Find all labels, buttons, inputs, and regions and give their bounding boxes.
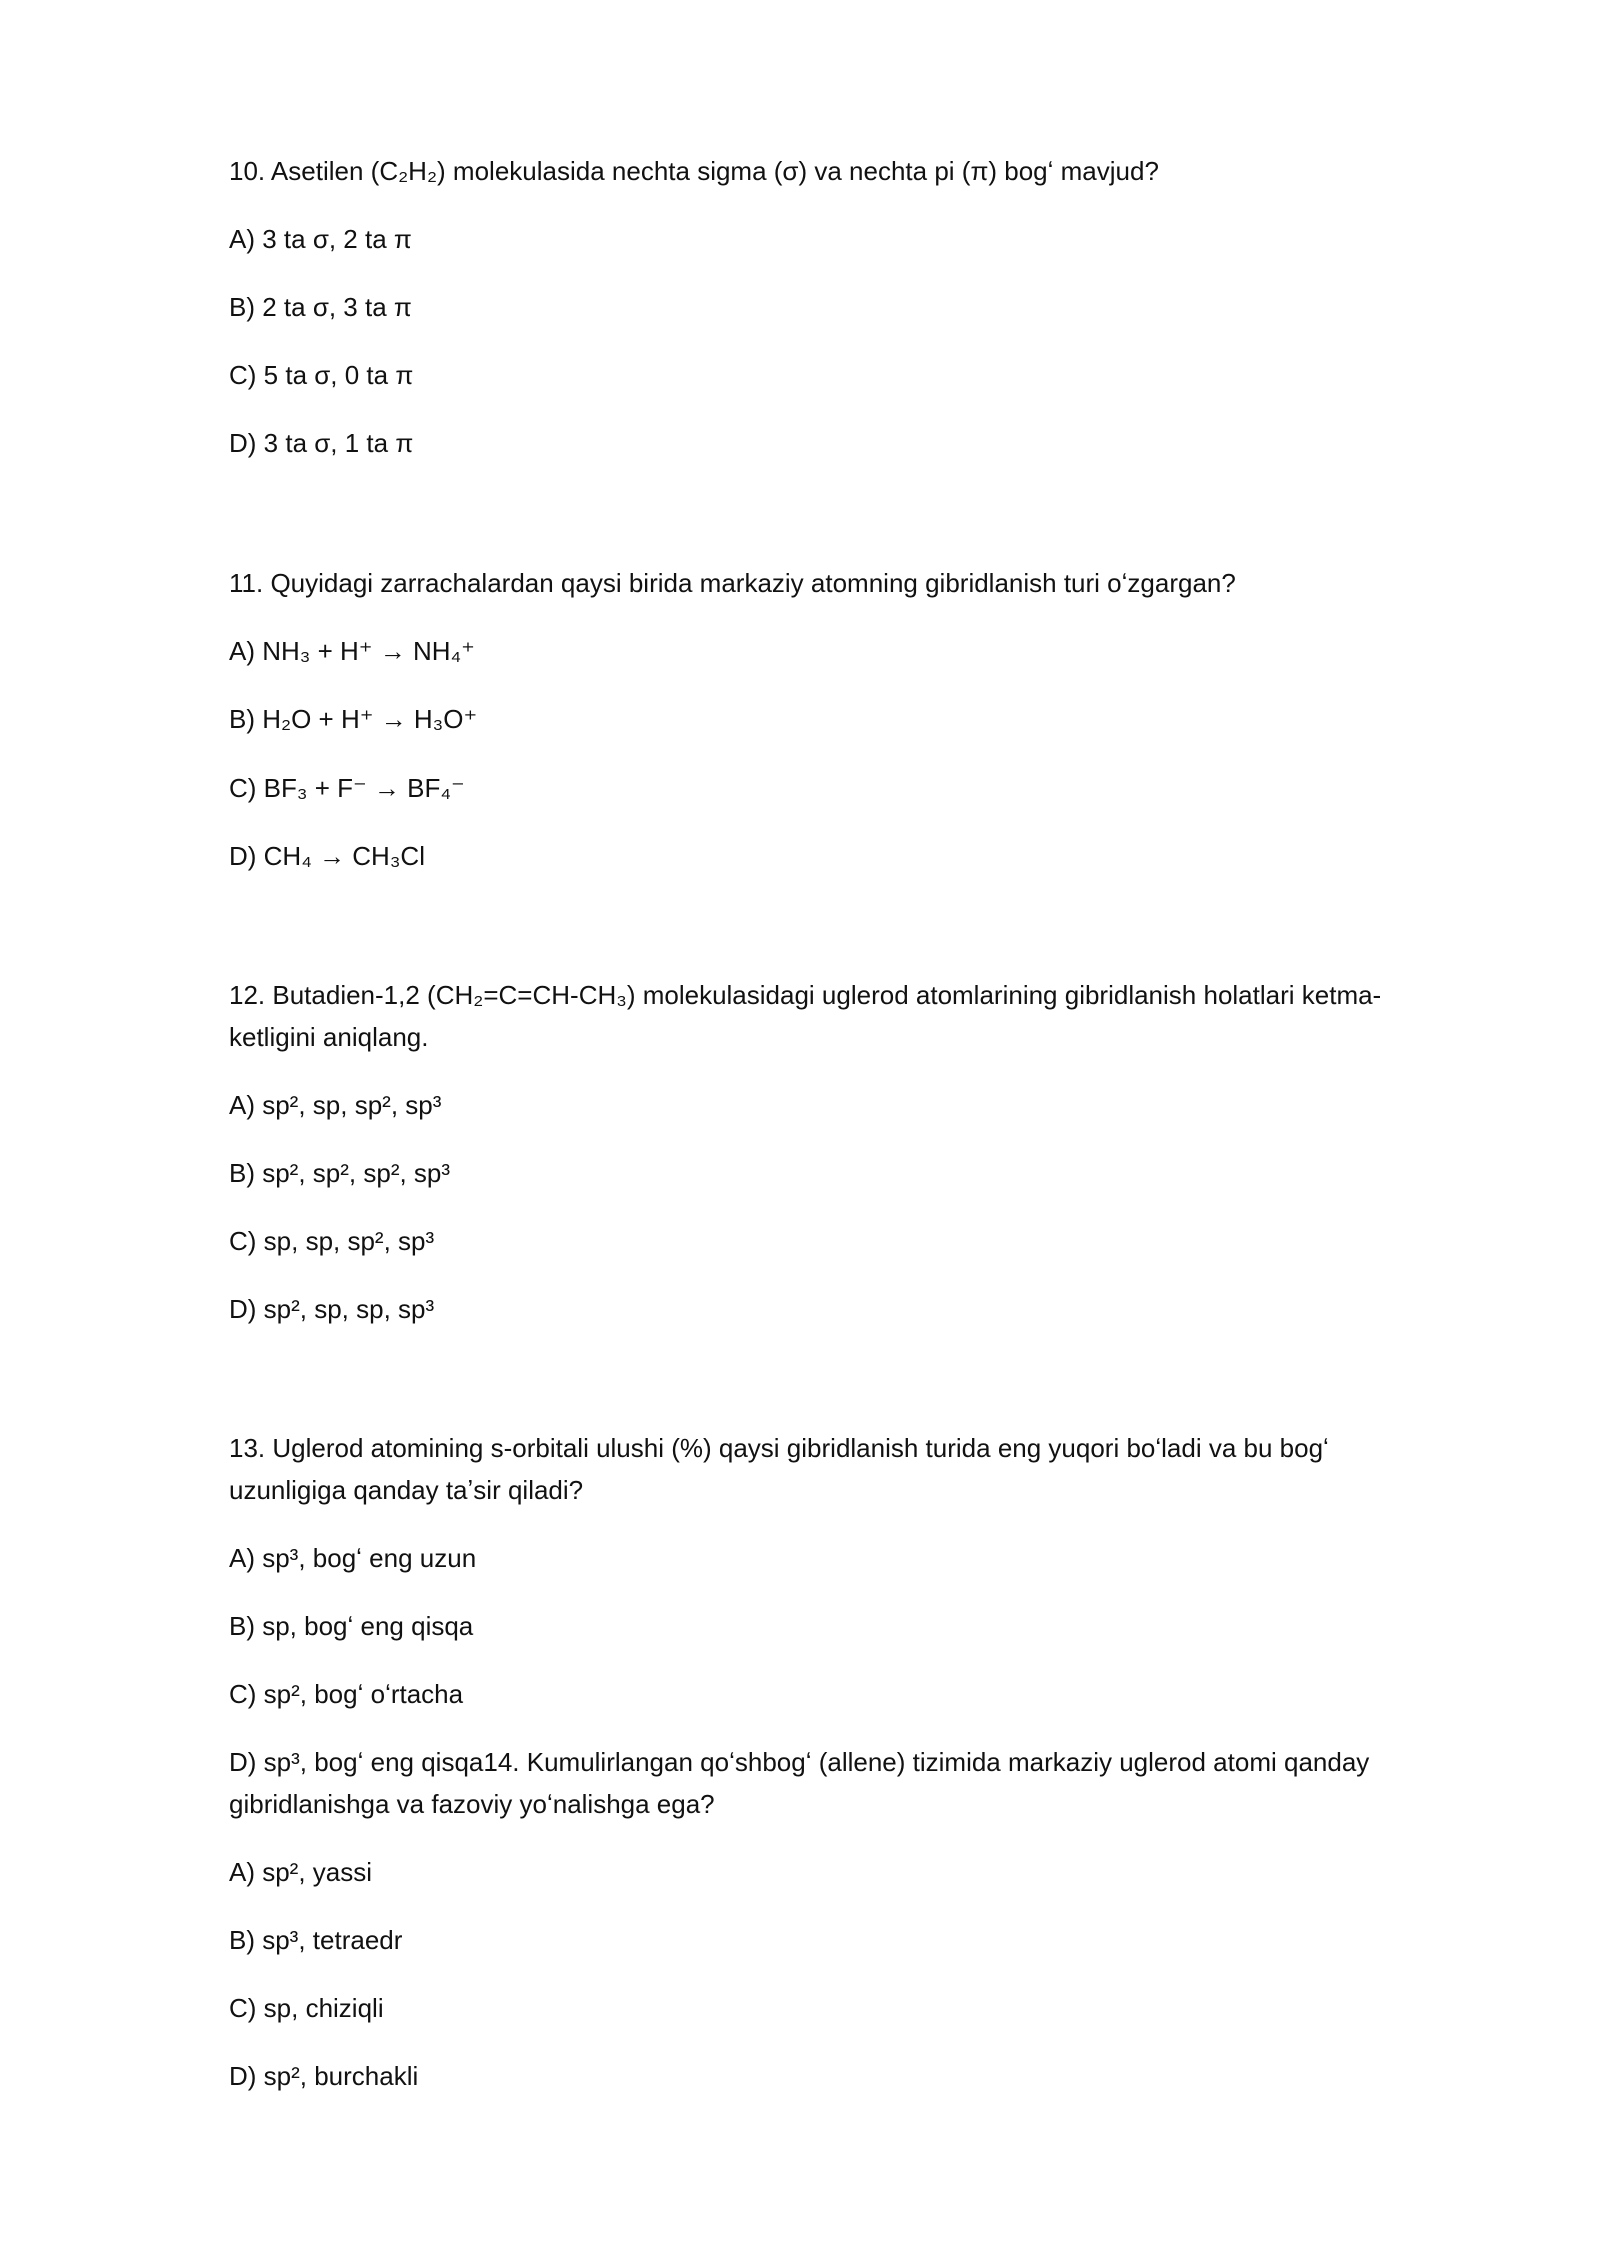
question-10-option-a: A) 3 ta σ, 2 ta π [229,224,412,254]
question-13-option-c: C) sp², bogʻ oʻrtacha [229,1679,464,1709]
question-11-option-b: B) H₂O + H⁺ → H₃O⁺ [229,704,478,734]
question-13-line-1: 13. Uglerod atomining s-orbitali ulushi (%) qaysi gibridlanish turida eng yuqori boʻladi va bu bogʻ [229,1433,1329,1463]
question-13-option-d-line-1: D) sp³, bogʻ eng qisqa14. Kumulirlangan qoʻshbogʻ (allene) tizimida markaziy uglerod atomi qanday [229,1747,1370,1777]
question-12-line-1: 12. Butadien-1,2 (CH₂=C=CH-CH₃) molekulasidagi uglerod atomlarining gibridlanish holatlari ketma- [229,980,1382,1010]
question-14-option-a: A) sp², yassi [229,1857,373,1887]
question-12-option-a: A) sp², sp, sp², sp³ [229,1090,442,1120]
question-14-option-b: B) sp³, tetraedr [229,1925,403,1955]
question-10-option-c: C) 5 ta σ, 0 ta π [229,360,414,390]
question-10-option-b: B) 2 ta σ, 3 ta π [229,292,412,322]
question-14-option-d: D) sp², burchakli [229,2061,419,2091]
question-13-option-d-line-2: gibridlanishga va fazoviy yoʻnalishga ega? [229,1789,715,1819]
question-12-line-2: ketligini aniqlang. [229,1022,429,1052]
question-11-option-a: A) NH₃ + H⁺ → NH₄⁺ [229,636,475,666]
question-13-option-a: A) sp³, bogʻ eng uzun [229,1543,477,1573]
question-11: 11. Quyidagi zarrachalardan qaysi birida markaziy atomning gibridlanish turi oʻzgargan? [229,568,1236,598]
question-10-option-d: D) 3 ta σ, 1 ta π [229,428,414,458]
question-13-line-2: uzunligiga qanday taʼsir qiladi? [229,1475,584,1505]
question-13-option-b: B) sp, bogʻ eng qisqa [229,1611,474,1641]
question-12-option-b: B) sp², sp², sp², sp³ [229,1158,451,1188]
question-14-option-c: C) sp, chiziqli [229,1993,384,2023]
question-11-option-c: C) BF₃ + F⁻ → BF₄⁻ [229,773,465,803]
question-12-option-c: C) sp, sp, sp², sp³ [229,1226,435,1256]
question-10: 10. Asetilen (C₂H₂) molekulasida nechta sigma (σ) va nechta pi (π) bogʻ mavjud? [229,156,1159,186]
question-11-option-d: D) CH₄ → CH₃Cl [229,841,425,871]
question-12-option-d: D) sp², sp, sp, sp³ [229,1294,435,1324]
